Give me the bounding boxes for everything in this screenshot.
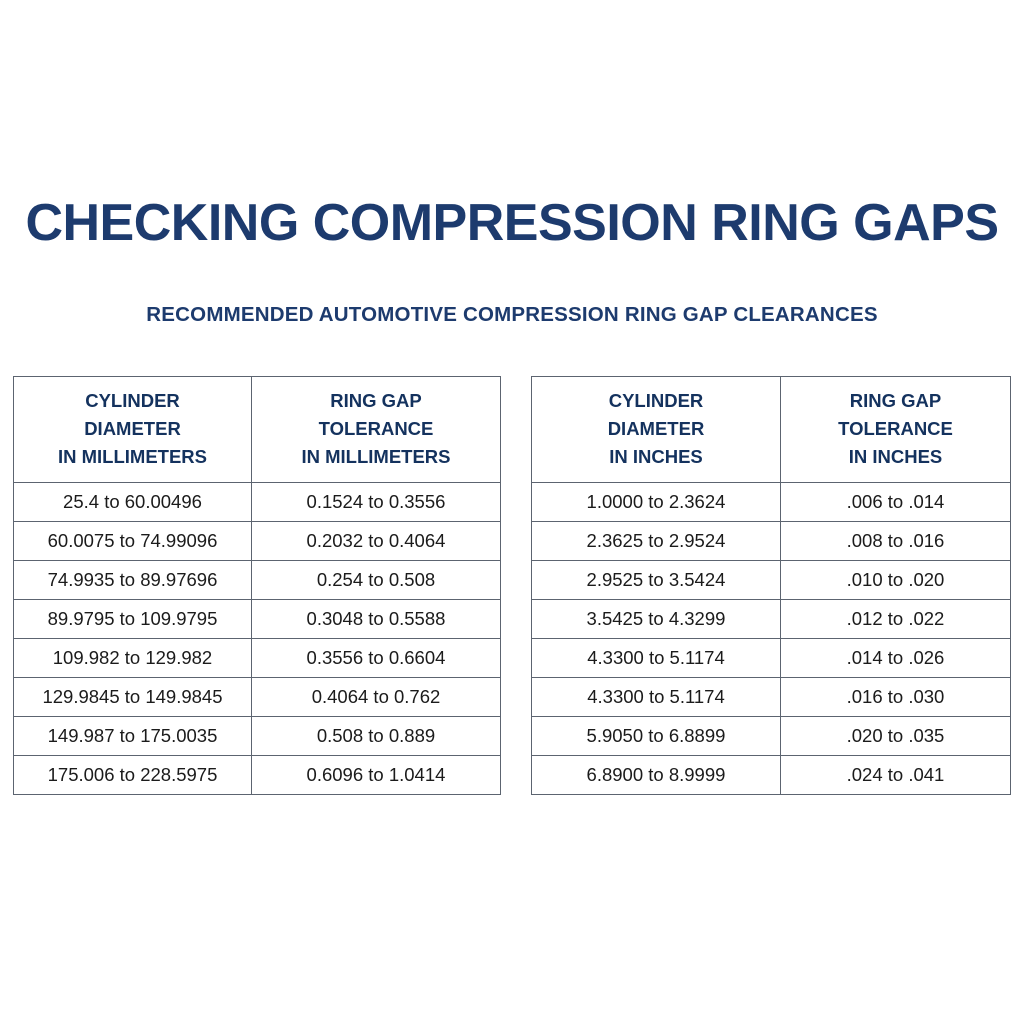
cell-ring-gap-tolerance: 0.4064 to 0.762: [252, 678, 501, 717]
cell-ring-gap-tolerance: .020 to .035: [781, 717, 1011, 756]
cell-ring-gap-tolerance: 0.3556 to 0.6604: [252, 639, 501, 678]
table-row: [532, 483, 1011, 522]
column-header-cylinder-diameter-mm: [14, 377, 252, 483]
cell-cylinder-diameter: 4.3300 to 5.1174: [532, 678, 781, 717]
table-row: [14, 678, 501, 717]
header-line: DIAMETER: [84, 418, 181, 440]
tables-container: [0, 376, 1024, 795]
cell-ring-gap-tolerance: 0.6096 to 1.0414: [252, 756, 501, 795]
cell-cylinder-diameter: 25.4 to 60.00496: [14, 483, 252, 522]
header-line: IN MILLIMETERS: [301, 446, 451, 468]
cell-ring-gap-tolerance: 0.3048 to 0.5588: [252, 600, 501, 639]
table-row: [532, 756, 1011, 795]
cell-ring-gap-tolerance: 0.1524 to 0.3556: [252, 483, 501, 522]
header-line: TOLERANCE: [838, 418, 953, 440]
table-header-row: [532, 377, 1011, 483]
cell-ring-gap-tolerance: .008 to .016: [781, 522, 1011, 561]
cell-cylinder-diameter: 74.9935 to 89.97696: [14, 561, 252, 600]
cell-cylinder-diameter: 3.5425 to 4.3299: [532, 600, 781, 639]
header-line: CYLINDER: [608, 390, 704, 411]
cell-cylinder-diameter: 129.9845 to 149.9845: [14, 678, 252, 717]
header-line: CYLINDER: [85, 390, 180, 411]
cell-cylinder-diameter: 109.982 to 129.982: [14, 639, 252, 678]
cell-cylinder-diameter: 2.3625 to 2.9524: [532, 522, 781, 561]
cell-cylinder-diameter: 89.9795 to 109.9795: [14, 600, 252, 639]
column-header-ring-gap-tolerance-in: [781, 377, 1011, 483]
header-line: IN MILLIMETERS: [57, 446, 208, 468]
cell-cylinder-diameter: 175.006 to 228.5975: [14, 756, 252, 795]
cell-cylinder-diameter: 60.0075 to 74.99096: [14, 522, 252, 561]
cell-cylinder-diameter: 2.9525 to 3.5424: [532, 561, 781, 600]
header-line: TOLERANCE: [318, 418, 434, 440]
table-row: [14, 483, 501, 522]
header-line: IN INCHES: [848, 446, 943, 468]
cell-cylinder-diameter: 5.9050 to 6.8899: [532, 717, 781, 756]
table-row: [532, 600, 1011, 639]
page-title: CHECKING COMPRESSION RING GAPS: [25, 194, 999, 252]
column-header-ring-gap-tolerance-mm: [252, 377, 501, 483]
cell-ring-gap-tolerance: .010 to .020: [781, 561, 1011, 600]
table-row: [532, 639, 1011, 678]
page-subtitle: RECOMMENDED AUTOMOTIVE COMPRESSION RING GAP CLEARANCES: [146, 303, 878, 326]
table-row: [14, 639, 501, 678]
table-row: [14, 522, 501, 561]
table-row: [14, 600, 501, 639]
cell-ring-gap-tolerance: .016 to .030: [781, 678, 1011, 717]
table-header-row: [14, 377, 501, 483]
header-line: RING GAP: [849, 390, 942, 411]
cell-cylinder-diameter: 4.3300 to 5.1174: [532, 639, 781, 678]
cell-ring-gap-tolerance: 0.2032 to 0.4064: [252, 522, 501, 561]
cell-cylinder-diameter: 1.0000 to 2.3624: [532, 483, 781, 522]
table-row: [532, 717, 1011, 756]
table-row: [532, 678, 1011, 717]
metric-ring-gap-table: [13, 376, 501, 795]
table-row: [14, 717, 501, 756]
table-row: [14, 561, 501, 600]
cell-ring-gap-tolerance: .014 to .026: [781, 639, 1011, 678]
cell-ring-gap-tolerance: .024 to .041: [781, 756, 1011, 795]
cell-ring-gap-tolerance: 0.254 to 0.508: [252, 561, 501, 600]
header-line: RING GAP: [330, 390, 422, 411]
table-row: [532, 561, 1011, 600]
header-line: DIAMETER: [607, 418, 705, 440]
header-line: IN INCHES: [609, 446, 703, 468]
cell-cylinder-diameter: 149.987 to 175.0035: [14, 717, 252, 756]
table-row: [532, 522, 1011, 561]
column-header-cylinder-diameter-in: [532, 377, 781, 483]
imperial-ring-gap-table: [531, 376, 1011, 795]
table-row: [14, 756, 501, 795]
cell-cylinder-diameter: 6.8900 to 8.9999: [532, 756, 781, 795]
cell-ring-gap-tolerance: .012 to .022: [781, 600, 1011, 639]
cell-ring-gap-tolerance: 0.508 to 0.889: [252, 717, 501, 756]
cell-ring-gap-tolerance: .006 to .014: [781, 483, 1011, 522]
